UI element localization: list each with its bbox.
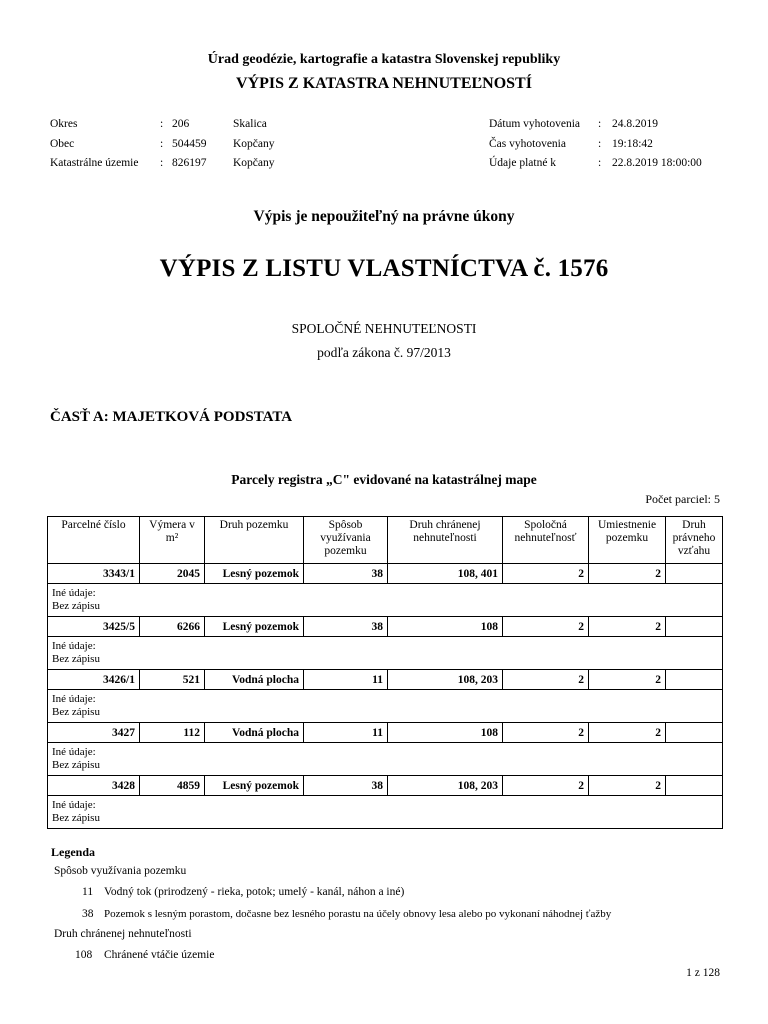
col-land-use: Spôsob využívania pozemku: [304, 517, 388, 564]
col-area: Výmera v m²: [140, 517, 205, 564]
table-row: [48, 776, 723, 796]
table-row-other: [48, 584, 723, 617]
subtitle-law: podľa zákona č. 97/2013: [317, 345, 451, 360]
meta-date-value: 24.8.2019: [612, 118, 658, 130]
meta-label-date: Dátum vyhotovenia: [489, 118, 581, 130]
cell-parcel: 3343/1: [48, 564, 140, 584]
cell-area: 112: [140, 723, 205, 743]
legend-protected-heading: Druh chránenej nehnuteľnosti: [54, 928, 192, 940]
cell-common: 2: [503, 564, 589, 584]
parcels-table: [47, 516, 723, 829]
cell-location: 2: [589, 776, 666, 796]
cell-location: 2: [589, 564, 666, 584]
legend-use-heading: Spôsob využívania pozemku: [54, 865, 187, 877]
legend-protected-text: Chránené vtáčie územie: [104, 949, 215, 961]
legend-protected-code: 108: [75, 949, 93, 961]
table-row: [48, 670, 723, 690]
cell-area: 4859: [140, 776, 205, 796]
cell-area: 6266: [140, 617, 205, 637]
cell-relation: [666, 670, 723, 690]
meta-colon: :: [598, 157, 602, 169]
table-row-other: [48, 743, 723, 776]
meta-district-code: 206: [172, 118, 190, 130]
meta-cadastral-name: Kopčany: [233, 157, 275, 169]
col-parcel-number: Parcelné číslo: [48, 517, 140, 564]
cell-type: Vodná plocha: [205, 723, 304, 743]
cell-relation: [666, 723, 723, 743]
cell-relation: [666, 617, 723, 637]
meta-time-value: 19:18:42: [612, 138, 653, 150]
meta-colon: :: [160, 157, 164, 169]
cell-type: Vodná plocha: [205, 670, 304, 690]
cell-protected: 108, 401: [388, 564, 503, 584]
meta-colon: :: [598, 138, 602, 150]
meta-colon: :: [160, 138, 164, 150]
other-label: Iné údaje:: [52, 640, 96, 652]
parcel-count: Počet parciel: 5: [645, 492, 720, 506]
meta-municipality-name: Kopčany: [233, 138, 275, 150]
cell-parcel: 3426/1: [48, 670, 140, 690]
office-name: Úrad geodézie, kartografie a katastra Slovenskej republiky: [207, 52, 561, 67]
legend-use-text: Pozemok s lesným porastom, dočasne bez lesného porastu na účely obnovy lesa alebo po vykonaní náhodnej ťažby: [104, 908, 612, 920]
table-row: [48, 723, 723, 743]
other-value: Bez zápisu: [52, 706, 100, 718]
legend-title: Legenda: [51, 845, 96, 859]
cell-location: 2: [589, 670, 666, 690]
cell-other-info: [48, 584, 723, 617]
meta-label-cadastral-area: Katastrálne územie: [50, 157, 139, 169]
other-value: Bez zápisu: [52, 812, 100, 824]
cell-protected: 108, 203: [388, 776, 503, 796]
cell-area: 521: [140, 670, 205, 690]
cell-common: 2: [503, 776, 589, 796]
meta-label-district: Okres: [50, 118, 78, 130]
legend-use-code: 11: [82, 886, 94, 898]
page-number: 1 z 128: [686, 967, 720, 979]
cell-protected: 108, 203: [388, 670, 503, 690]
table-caption: Parcely registra „C" evidované na katastrálnej mape: [231, 472, 537, 487]
cell-parcel: 3427: [48, 723, 140, 743]
cell-relation: [666, 776, 723, 796]
cell-location: 2: [589, 617, 666, 637]
legend-use-text: Vodný tok (prirodzený - rieka, potok; umelý - kanál, náhon a iné): [104, 886, 405, 898]
meta-colon: :: [598, 118, 602, 130]
table-row-other: [48, 796, 723, 829]
cell-other-info: [48, 690, 723, 723]
cell-type: Lesný pozemok: [205, 564, 304, 584]
cell-relation: [666, 564, 723, 584]
table-row: [48, 617, 723, 637]
meta-label-municipality: Obec: [50, 138, 75, 150]
col-common-property: Spoločná nehnuteľnosť: [503, 517, 589, 564]
other-value: Bez zápisu: [52, 759, 100, 771]
document-title: VÝPIS Z KATASTRA NEHNUTEĽNOSTÍ: [236, 75, 532, 92]
cell-other-info: [48, 637, 723, 670]
cell-type: Lesný pozemok: [205, 617, 304, 637]
cell-use: 11: [304, 723, 388, 743]
cell-area: 2045: [140, 564, 205, 584]
legend-use-code: 38: [82, 908, 94, 920]
cell-common: 2: [503, 670, 589, 690]
main-title: VÝPIS Z LISTU VLASTNÍCTVA č. 1576: [159, 255, 609, 282]
meta-valid-value: 22.8.2019 18:00:00: [612, 157, 702, 169]
other-value: Bez zápisu: [52, 600, 100, 612]
table-row: [48, 564, 723, 584]
meta-cadastral-code: 826197: [172, 157, 207, 169]
cell-protected: 108: [388, 723, 503, 743]
other-value: Bez zápisu: [52, 653, 100, 665]
other-label: Iné údaje:: [52, 799, 96, 811]
cell-common: 2: [503, 723, 589, 743]
meta-district-name: Skalica: [233, 118, 267, 130]
legal-notice: Výpis je nepoužiteľný na právne úkony: [253, 208, 515, 225]
cell-protected: 108: [388, 617, 503, 637]
other-label: Iné údaje:: [52, 746, 96, 758]
table-row-other: [48, 690, 723, 723]
cell-other-info: [48, 743, 723, 776]
subtitle-common-property: SPOLOČNÉ NEHNUTEĽNOSTI: [291, 321, 477, 336]
meta-label-valid: Údaje platné k: [489, 157, 557, 169]
cell-common: 2: [503, 617, 589, 637]
col-land-type: Druh pozemku: [205, 517, 304, 564]
col-location: Umiestnenie pozemku: [589, 517, 666, 564]
other-label: Iné údaje:: [52, 693, 96, 705]
table-row-other: [48, 637, 723, 670]
col-protected-type: Druh chránenej nehnuteľnosti: [388, 517, 503, 564]
cell-type: Lesný pozemok: [205, 776, 304, 796]
section-heading-part-a: ČASŤ A: MAJETKOVÁ PODSTATA: [50, 409, 293, 425]
cell-use: 38: [304, 776, 388, 796]
cell-location: 2: [589, 723, 666, 743]
cell-parcel: 3428: [48, 776, 140, 796]
meta-municipality-code: 504459: [172, 138, 207, 150]
meta-label-time: Čas vyhotovenia: [489, 138, 566, 150]
cell-use: 38: [304, 564, 388, 584]
cell-other-info: [48, 796, 723, 829]
table-header-row: [48, 517, 723, 564]
other-label: Iné údaje:: [52, 587, 96, 599]
col-legal-relation: Druh právneho vzťahu: [666, 517, 723, 564]
cell-parcel: 3425/5: [48, 617, 140, 637]
cell-use: 11: [304, 670, 388, 690]
meta-colon: :: [160, 118, 164, 130]
cell-use: 38: [304, 617, 388, 637]
